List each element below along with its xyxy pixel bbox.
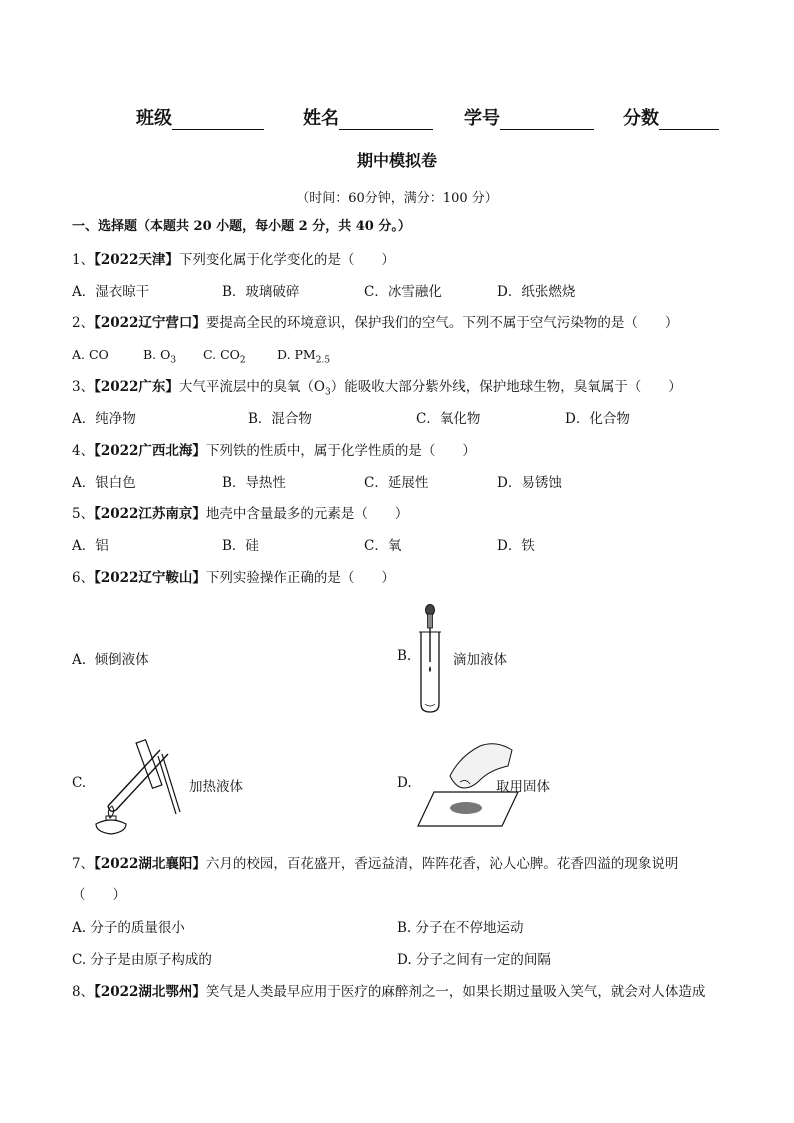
q8-stem: 笑气是人类最早应用于医疗的麻醉剂之一，如果长期过量吸入笑气，就会对人体造成 (205, 984, 706, 1000)
question-5 (72, 505, 408, 523)
id-label: 学号 (464, 108, 500, 129)
q7-option-d[interactable]: D. 分子之间有一定的间隔 (397, 952, 551, 968)
q6-stem: 下列实验操作正确的是（ ） (205, 570, 395, 586)
class-label: 班级 (136, 108, 172, 129)
q3-option-a[interactable]: A．纯净物 (72, 411, 136, 427)
dropper-tube-figure (412, 604, 448, 714)
id-blank[interactable] (500, 111, 594, 130)
q2-option-d[interactable] (277, 346, 330, 370)
q4-number: 4、 (72, 443, 95, 459)
q2-option-c-sub: 2 (239, 355, 246, 366)
q2-option-a-text: A. CO (72, 347, 109, 362)
q2-option-b-sub: 3 (170, 355, 177, 366)
q2-option-a[interactable] (72, 346, 109, 364)
q6-option-c-letter[interactable]: C. (72, 775, 87, 791)
q1-option-b[interactable]: B．玻璃破碎 (222, 284, 300, 300)
q6-number: 6、 (72, 570, 95, 586)
q6-option-a-text: 倾倒液体 (94, 652, 149, 668)
q2-stem: 要提高全民的环境意识，保护我们的空气。下列不属于空气污染物的是（ ） (205, 315, 679, 331)
header-name (303, 104, 433, 130)
q7-option-c[interactable]: C. 分子是由原子构成的 (72, 952, 212, 968)
q7-option-a[interactable]: A. 分子的质量很小 (72, 920, 185, 936)
q1-stem: 下列变化属于化学变化的是（ ） (178, 252, 395, 268)
q6-option-b-letter[interactable]: B. (397, 648, 412, 664)
score-label: 分数 (623, 108, 659, 129)
q6-option-d-letter[interactable]: D. (397, 775, 412, 791)
header-score (623, 104, 719, 130)
question-3 (72, 378, 682, 402)
q5-stem: 地壳中含量最多的元素是（ ） (205, 506, 409, 522)
q5-source: 【2022江苏南京】 (94, 506, 206, 522)
name-label: 姓名 (303, 108, 339, 129)
q7-stem: 六月的校园，百花盛开，香远益清，阵阵花香，沁人心脾。花香四溢的现象说明 (205, 856, 679, 872)
q5-number: 5、 (72, 506, 95, 522)
q7-source: 【2022湖北襄阳】 (94, 856, 206, 872)
q7-answer-paren: （ ） (72, 887, 126, 903)
q8-number: 8、 (72, 984, 95, 1000)
q6-option-c-text: 加热液体 (189, 779, 243, 795)
q1-option-c[interactable]: C．冰雪融化 (364, 284, 442, 300)
header-id (464, 104, 594, 130)
question-4 (72, 442, 476, 460)
question-2 (72, 314, 678, 332)
q3-number: 3、 (72, 379, 95, 395)
q5-option-c[interactable]: C．氧 (364, 538, 402, 554)
question-1 (72, 251, 395, 269)
q6-option-d-text: 取用固体 (496, 779, 550, 795)
q2-source: 【2022辽宁营口】 (94, 315, 206, 331)
q3-stem-a: 大气平流层中的臭氧（O (178, 379, 325, 395)
q3-source: 【2022广东】 (94, 379, 179, 395)
header-row (136, 104, 264, 130)
q5-option-a[interactable]: A．铝 (72, 538, 109, 554)
q3-stem-sub: 3 (325, 387, 331, 398)
question-8 (72, 983, 705, 1001)
page-title: 期中模拟卷 (356, 151, 437, 170)
q3-option-c[interactable]: C．氧化物 (416, 411, 481, 427)
q1-source: 【2022天津】 (94, 252, 179, 268)
q7-option-b[interactable]: B. 分子在不停地运动 (397, 920, 524, 936)
q2-option-d-sub: 2.5 (315, 355, 331, 366)
question-7 (72, 855, 678, 873)
q6-option-a[interactable] (72, 648, 149, 668)
q6-source: 【2022辽宁鞍山】 (94, 570, 206, 586)
q1-number: 1、 (72, 252, 95, 268)
q1-option-d[interactable]: D．纸张燃烧 (497, 284, 576, 300)
question-6 (72, 569, 395, 587)
q3-option-d[interactable]: D．化合物 (565, 411, 630, 427)
q7-number: 7、 (72, 856, 95, 872)
q4-option-b[interactable]: B．导热性 (222, 475, 286, 491)
q2-option-b[interactable] (143, 346, 176, 370)
exam-meta: （时间：60分钟，满分：100 分） (296, 191, 498, 206)
q2-option-c[interactable] (203, 346, 246, 370)
q2-option-c-text: C. CO (203, 347, 240, 362)
class-blank[interactable] (172, 111, 264, 130)
q3-stem-b: ）能吸收大部分紫外线，保护地球生物，臭氧属于（ ） (330, 379, 682, 395)
q3-option-b[interactable]: B．混合物 (248, 411, 312, 427)
q4-option-a[interactable]: A．银白色 (72, 475, 136, 491)
name-blank[interactable] (339, 111, 433, 130)
score-blank[interactable] (659, 111, 719, 130)
q4-source: 【2022广西北海】 (94, 443, 206, 459)
q6-option-b-text: 滴加液体 (453, 652, 507, 668)
heating-tube-figure (88, 736, 184, 836)
q5-option-b[interactable]: B．硅 (222, 538, 259, 554)
q6-option-a-letter: A. (72, 652, 87, 668)
section-heading: 一、选择题（本题共 20 小题，每小题 2 分，共 40 分。） (72, 219, 411, 234)
q5-option-d[interactable]: D．铁 (497, 538, 535, 554)
q8-source: 【2022湖北鄂州】 (94, 984, 206, 1000)
q4-option-d[interactable]: D．易锈蚀 (497, 475, 562, 491)
q4-stem: 下列铁的性质中，属于化学性质的是（ ） (205, 443, 476, 459)
q1-option-a[interactable]: A．湿衣晾干 (72, 284, 150, 300)
q2-option-b-text: B. O (143, 347, 171, 362)
q2-option-d-text: D. PM (277, 347, 316, 362)
q2-number: 2、 (72, 315, 95, 331)
q4-option-c[interactable]: C．延展性 (364, 475, 429, 491)
